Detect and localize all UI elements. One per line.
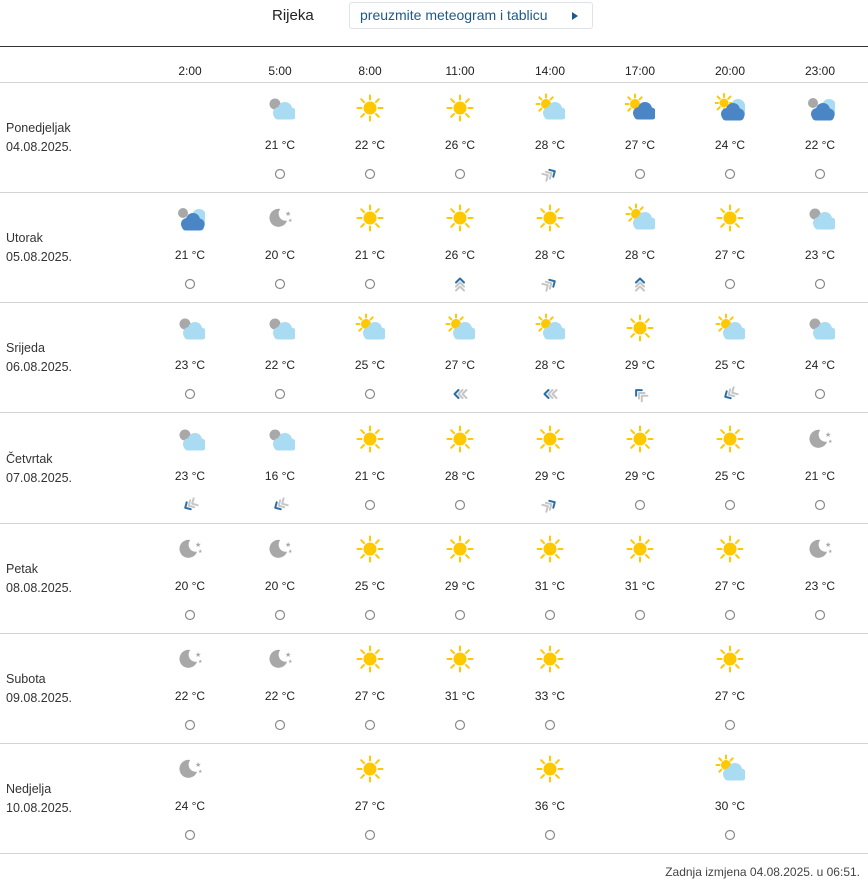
day-date: 06.08.2025. — [6, 360, 73, 374]
forecast-cell — [505, 634, 595, 744]
svg-text:★: ★ — [828, 439, 833, 445]
temperature: 29 °C — [624, 469, 656, 483]
svg-text:★: ★ — [195, 762, 202, 769]
temperature: 27 °C — [714, 579, 746, 593]
day-date: 07.08.2025. — [6, 471, 73, 485]
sunny-icon — [535, 424, 565, 454]
calm-icon — [360, 274, 380, 294]
forecast-cell — [595, 524, 685, 634]
calm-icon — [810, 164, 830, 184]
svg-text:★: ★ — [195, 652, 202, 659]
temperature: 21 °C — [264, 138, 296, 152]
calm-icon — [810, 605, 830, 625]
temperature: 20 °C — [264, 579, 296, 593]
temperature: 22 °C — [804, 138, 836, 152]
moon-icon — [175, 534, 205, 564]
header-bar — [0, 0, 868, 46]
calm-icon — [720, 825, 740, 845]
calm-icon — [270, 164, 290, 184]
forecast-cell — [775, 303, 865, 413]
row-divider — [0, 853, 868, 854]
sunny-icon — [355, 644, 385, 674]
night-dark-clouds-icon — [805, 93, 835, 123]
day-name: Subota — [6, 672, 46, 686]
sunny-icon — [535, 534, 565, 564]
sunny-icon — [445, 534, 475, 564]
forecast-cell — [145, 744, 235, 854]
wind-e-icon — [540, 384, 560, 404]
day-date: 05.08.2025. — [6, 250, 73, 264]
calm-icon — [540, 715, 560, 735]
moon-icon — [175, 644, 205, 674]
partly-cloudy-icon — [715, 754, 745, 784]
temperature: 31 °C — [534, 579, 566, 593]
temperature: 23 °C — [804, 248, 836, 262]
download-meteogram-button[interactable] — [349, 2, 593, 29]
partly-cloudy-icon — [535, 93, 565, 123]
calm-icon — [270, 384, 290, 404]
wind-s-icon — [630, 274, 650, 294]
temperature: 24 °C — [174, 799, 206, 813]
wind-sw-icon — [540, 274, 560, 294]
temperature: 22 °C — [174, 689, 206, 703]
temperature: 25 °C — [354, 579, 386, 593]
day-row — [0, 303, 868, 413]
night-partly-cloudy-icon — [805, 203, 835, 233]
forecast-cell — [415, 634, 505, 744]
calm-icon — [360, 384, 380, 404]
forecast-cell — [235, 634, 325, 744]
forecast-cell — [685, 414, 775, 524]
temperature: 21 °C — [354, 248, 386, 262]
temperature: 25 °C — [354, 358, 386, 372]
forecast-cell — [595, 414, 685, 524]
day-label — [6, 780, 72, 818]
temperature: 28 °C — [534, 138, 566, 152]
calm-icon — [720, 495, 740, 515]
temperature: 20 °C — [174, 579, 206, 593]
temperature: 22 °C — [354, 138, 386, 152]
sunny-icon — [355, 754, 385, 784]
temperature: 29 °C — [534, 469, 566, 483]
forecast-cell — [775, 524, 865, 634]
forecast-cell — [595, 83, 685, 193]
temperature: 31 °C — [624, 579, 656, 593]
forecast-cell — [325, 414, 415, 524]
calm-icon — [270, 715, 290, 735]
sunny-icon — [445, 644, 475, 674]
svg-text:★: ★ — [825, 432, 832, 439]
calm-icon — [360, 825, 380, 845]
svg-text:★: ★ — [195, 542, 202, 549]
temperature: 28 °C — [534, 358, 566, 372]
day-name: Utorak — [6, 231, 43, 245]
forecast-cell — [145, 303, 235, 413]
day-date: 04.08.2025. — [6, 140, 73, 154]
forecast-cell — [145, 634, 235, 744]
forecast-cell — [595, 303, 685, 413]
forecast-cell — [775, 414, 865, 524]
temperature: 21 °C — [174, 248, 206, 262]
forecast-cell — [235, 414, 325, 524]
calm-icon — [180, 825, 200, 845]
forecast-cell — [415, 193, 505, 303]
temperature: 22 °C — [264, 358, 296, 372]
night-partly-cloudy-icon — [265, 424, 295, 454]
hour-label: 17:00 — [624, 64, 656, 78]
sunny-icon — [445, 203, 475, 233]
day-label — [6, 119, 72, 157]
calm-icon — [360, 495, 380, 515]
forecast-cell — [685, 303, 775, 413]
temperature: 27 °C — [444, 358, 476, 372]
sunny-icon — [715, 424, 745, 454]
hour-label: 8:00 — [358, 64, 382, 78]
sunny-icon — [715, 203, 745, 233]
download-meteogram-label: preuzmite meteogram i tablicu — [360, 7, 548, 23]
forecast-cell — [685, 744, 775, 854]
moon-icon — [265, 644, 295, 674]
forecast-cell — [325, 193, 415, 303]
calm-icon — [720, 715, 740, 735]
calm-icon — [270, 274, 290, 294]
day-label — [6, 229, 72, 267]
hour-label: 11:00 — [445, 64, 475, 78]
night-partly-cloudy-icon — [265, 93, 295, 123]
forecast-cell — [145, 193, 235, 303]
temperature: 27 °C — [624, 138, 656, 152]
temperature: 21 °C — [804, 469, 836, 483]
forecast-cell — [145, 414, 235, 524]
temperature: 31 °C — [444, 689, 476, 703]
hour-label: 14:00 — [534, 64, 566, 78]
forecast-cell — [235, 193, 325, 303]
temperature: 27 °C — [354, 689, 386, 703]
forecast-cell — [505, 524, 595, 634]
calm-icon — [720, 605, 740, 625]
caret-right-icon — [572, 12, 578, 20]
calm-icon — [450, 715, 470, 735]
wind-sw-icon — [540, 164, 560, 184]
forecast-cell — [775, 193, 865, 303]
sunny-icon — [715, 534, 745, 564]
partly-cloudy-icon — [625, 203, 655, 233]
svg-text:★: ★ — [288, 659, 293, 665]
sunny-icon — [715, 644, 745, 674]
calm-icon — [810, 384, 830, 404]
day-label — [6, 450, 72, 488]
temperature: 27 °C — [714, 248, 746, 262]
hour-label: 2:00 — [178, 64, 202, 78]
temperature: 28 °C — [534, 248, 566, 262]
row-divider — [0, 412, 868, 413]
forecast-cell — [235, 83, 325, 193]
svg-text:★: ★ — [285, 211, 292, 218]
sunny-icon — [355, 424, 385, 454]
wind-s-icon — [450, 274, 470, 294]
moon-icon — [175, 754, 205, 784]
temperature: 23 °C — [174, 469, 206, 483]
calm-icon — [630, 495, 650, 515]
sunny-icon — [355, 93, 385, 123]
temperature: 21 °C — [354, 469, 386, 483]
svg-text:★: ★ — [828, 549, 833, 555]
moon-icon — [805, 424, 835, 454]
forecast-cell — [325, 83, 415, 193]
calm-icon — [180, 715, 200, 735]
forecast-cell — [685, 83, 775, 193]
forecast-cell — [505, 414, 595, 524]
forecast-cell — [595, 193, 685, 303]
partly-cloudy-icon — [355, 313, 385, 343]
day-date: 09.08.2025. — [6, 691, 73, 705]
svg-text:★: ★ — [288, 218, 293, 224]
forecast-cell — [685, 634, 775, 744]
sunny-icon — [625, 424, 655, 454]
wind-se-icon — [630, 384, 650, 404]
forecast-cell — [775, 83, 865, 193]
calm-icon — [180, 605, 200, 625]
partly-cloudy-icon — [445, 313, 475, 343]
temperature: 26 °C — [444, 138, 476, 152]
temperature: 28 °C — [624, 248, 656, 262]
day-name: Petak — [6, 562, 38, 576]
moon-icon — [805, 534, 835, 564]
day-label — [6, 560, 72, 598]
day-row — [0, 744, 868, 854]
wind-ne-icon — [270, 495, 290, 515]
day-name: Srijeda — [6, 341, 45, 355]
day-row — [0, 524, 868, 634]
temperature: 22 °C — [264, 689, 296, 703]
temperature: 26 °C — [444, 248, 476, 262]
svg-text:★: ★ — [198, 549, 203, 555]
svg-text:★: ★ — [285, 542, 292, 549]
calm-icon — [720, 274, 740, 294]
temperature: 20 °C — [264, 248, 296, 262]
svg-text:★: ★ — [198, 769, 203, 775]
forecast-cell — [505, 83, 595, 193]
temperature: 24 °C — [714, 138, 746, 152]
day-label — [6, 670, 72, 708]
sunny-icon — [535, 754, 565, 784]
calm-icon — [360, 164, 380, 184]
night-partly-cloudy-icon — [805, 313, 835, 343]
forecast-cell — [685, 193, 775, 303]
calm-icon — [630, 605, 650, 625]
calm-icon — [540, 825, 560, 845]
calm-icon — [540, 605, 560, 625]
wind-ne-icon — [720, 384, 740, 404]
calm-icon — [450, 164, 470, 184]
forecast-cell — [505, 303, 595, 413]
sun-dark-clouds-icon — [715, 93, 745, 123]
sunny-icon — [625, 534, 655, 564]
forecast-cell — [505, 193, 595, 303]
temperature: 24 °C — [804, 358, 836, 372]
forecast-cell — [415, 524, 505, 634]
calm-icon — [810, 274, 830, 294]
moon-icon — [265, 203, 295, 233]
sunny-icon — [355, 203, 385, 233]
calm-icon — [360, 605, 380, 625]
temperature: 29 °C — [444, 579, 476, 593]
calm-icon — [270, 605, 290, 625]
forecast-cell — [325, 744, 415, 854]
night-partly-cloudy-icon — [265, 313, 295, 343]
temperature: 28 °C — [444, 469, 476, 483]
calm-icon — [450, 495, 470, 515]
day-name: Nedjelja — [6, 782, 52, 796]
last-modified: Zadnja izmjena 04.08.2025. u 06:51. — [665, 865, 860, 879]
temperature: 25 °C — [714, 358, 746, 372]
forecast-cell — [145, 524, 235, 634]
forecast-cell — [685, 524, 775, 634]
forecast-cell — [505, 744, 595, 854]
forecast-cell — [325, 524, 415, 634]
city-name: Rijeka — [272, 7, 314, 24]
svg-text:★: ★ — [288, 549, 293, 555]
forecast-cell — [415, 414, 505, 524]
forecast-cell — [235, 303, 325, 413]
sunny-icon — [535, 203, 565, 233]
night-dark-clouds-icon — [175, 203, 205, 233]
sunny-icon — [355, 534, 385, 564]
temperature: 33 °C — [534, 689, 566, 703]
day-date: 08.08.2025. — [6, 581, 73, 595]
wind-ne-icon — [180, 495, 200, 515]
temperature: 23 °C — [804, 579, 836, 593]
calm-icon — [720, 164, 740, 184]
day-label — [6, 339, 72, 377]
hour-header-row — [0, 64, 868, 82]
day-date: 10.08.2025. — [6, 801, 73, 815]
day-row — [0, 634, 868, 744]
sunny-icon — [625, 313, 655, 343]
temperature: 29 °C — [624, 358, 656, 372]
sunny-icon — [445, 93, 475, 123]
forecast-cell — [235, 524, 325, 634]
night-partly-cloudy-icon — [175, 313, 205, 343]
calm-icon — [810, 495, 830, 515]
calm-icon — [180, 384, 200, 404]
night-partly-cloudy-icon — [175, 424, 205, 454]
day-row — [0, 414, 868, 524]
calm-icon — [180, 274, 200, 294]
svg-text:★: ★ — [285, 652, 292, 659]
hour-label: 5:00 — [268, 64, 292, 78]
header-divider — [0, 46, 868, 47]
svg-text:★: ★ — [825, 542, 832, 549]
hour-label: 20:00 — [714, 64, 746, 78]
temperature: 30 °C — [714, 799, 746, 813]
calm-icon — [450, 605, 470, 625]
moon-icon — [265, 534, 295, 564]
sunny-icon — [535, 644, 565, 674]
svg-text:★: ★ — [198, 659, 203, 665]
calm-icon — [630, 164, 650, 184]
partly-cloudy-icon — [715, 313, 745, 343]
forecast-cell — [415, 303, 505, 413]
day-name: Četvrtak — [6, 452, 53, 466]
day-row — [0, 193, 868, 303]
forecast-cell — [415, 83, 505, 193]
forecast-cell — [325, 303, 415, 413]
temperature: 16 °C — [264, 469, 296, 483]
hour-label: 23:00 — [804, 64, 836, 78]
temperature: 27 °C — [354, 799, 386, 813]
forecast-cell — [325, 634, 415, 744]
day-name: Ponedjeljak — [6, 121, 71, 135]
partly-cloudy-icon — [535, 313, 565, 343]
sun-dark-cloud-icon — [625, 93, 655, 123]
wind-sw-icon — [540, 495, 560, 515]
temperature: 36 °C — [534, 799, 566, 813]
temperature: 27 °C — [714, 689, 746, 703]
wind-e-icon — [450, 384, 470, 404]
calm-icon — [360, 715, 380, 735]
temperature: 25 °C — [714, 469, 746, 483]
temperature: 23 °C — [174, 358, 206, 372]
day-row — [0, 83, 868, 193]
sunny-icon — [445, 424, 475, 454]
